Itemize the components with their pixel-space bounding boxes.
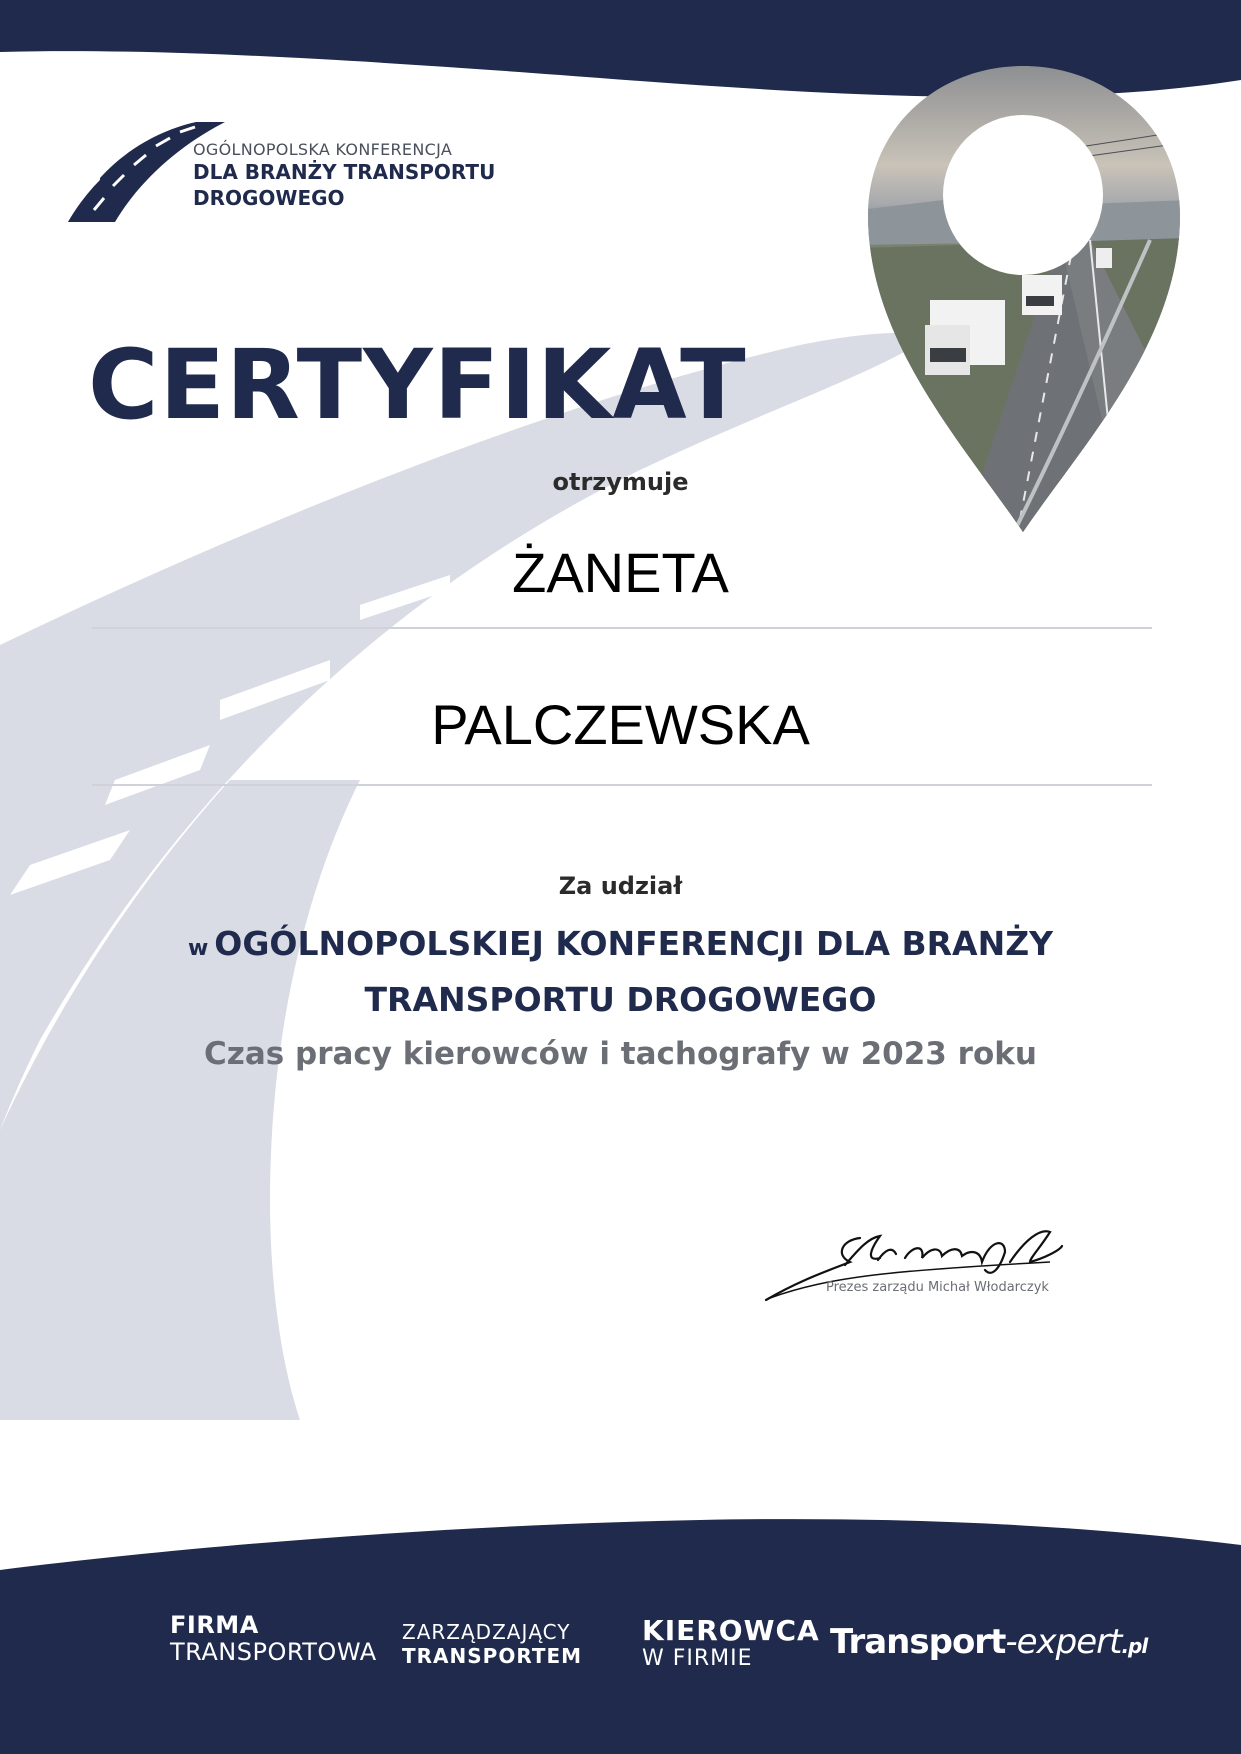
zarzadzajacy-transportem-logo-line-1: ZARZĄDZAJĄCY [402, 1620, 571, 1644]
in-word: w [187, 936, 209, 961]
logo-line-2: DLA BRANŻY TRANSPORTU [193, 160, 496, 184]
transport-expert-tld: .pl [1121, 1634, 1148, 1658]
last-name-underline [92, 784, 1152, 786]
conference-name-line-2: TRANSPORTU DROGOWEGO [364, 980, 877, 1019]
transport-expert-brand: Transport [830, 1622, 1006, 1662]
transport-expert-suffix: -expert [1005, 1622, 1122, 1662]
kierowca-w-firmie-logo-line-2: W FIRMIE [642, 1646, 753, 1671]
pin-hole [943, 115, 1103, 275]
zarzadzajacy-transportem-logo-line-2: TRANSPORTEM [402, 1644, 583, 1668]
conference-topic: Czas pracy kierowców i tachografy w 2023 roku [204, 1036, 1037, 1072]
receives-label: otrzymuje [552, 468, 689, 496]
conference-name-text-1: OGÓLNOPOLSKIEJ KONFERENCJI DLA BRANŻY [214, 924, 1054, 963]
logo-line-3: DROGOWEGO [193, 186, 345, 210]
firma-transportowa-logo-line-2: TRANSPORTOWA [170, 1638, 377, 1666]
certificate-title: CERTYFIKAT [88, 329, 747, 441]
recipient-first-name: ŻANETA [512, 541, 729, 604]
conference-name-line-1 [0, 924, 1241, 963]
conference-logo [193, 140, 495, 211]
first-name-underline [92, 627, 1152, 629]
signature-caption: Prezes zarządu Michał Włodarczyk [826, 1280, 1049, 1295]
kierowca-w-firmie-logo-line-1: KIEROWCA [642, 1614, 820, 1647]
firma-transportowa-logo-line-1: FIRMA [170, 1611, 259, 1639]
logo-line-1: OGÓLNOPOLSKA KONFERENCJA [193, 140, 453, 159]
transport-expert-logo [830, 1622, 1147, 1662]
participation-label: Za udział [558, 872, 683, 900]
recipient-last-name: PALCZEWSKA [431, 693, 810, 756]
